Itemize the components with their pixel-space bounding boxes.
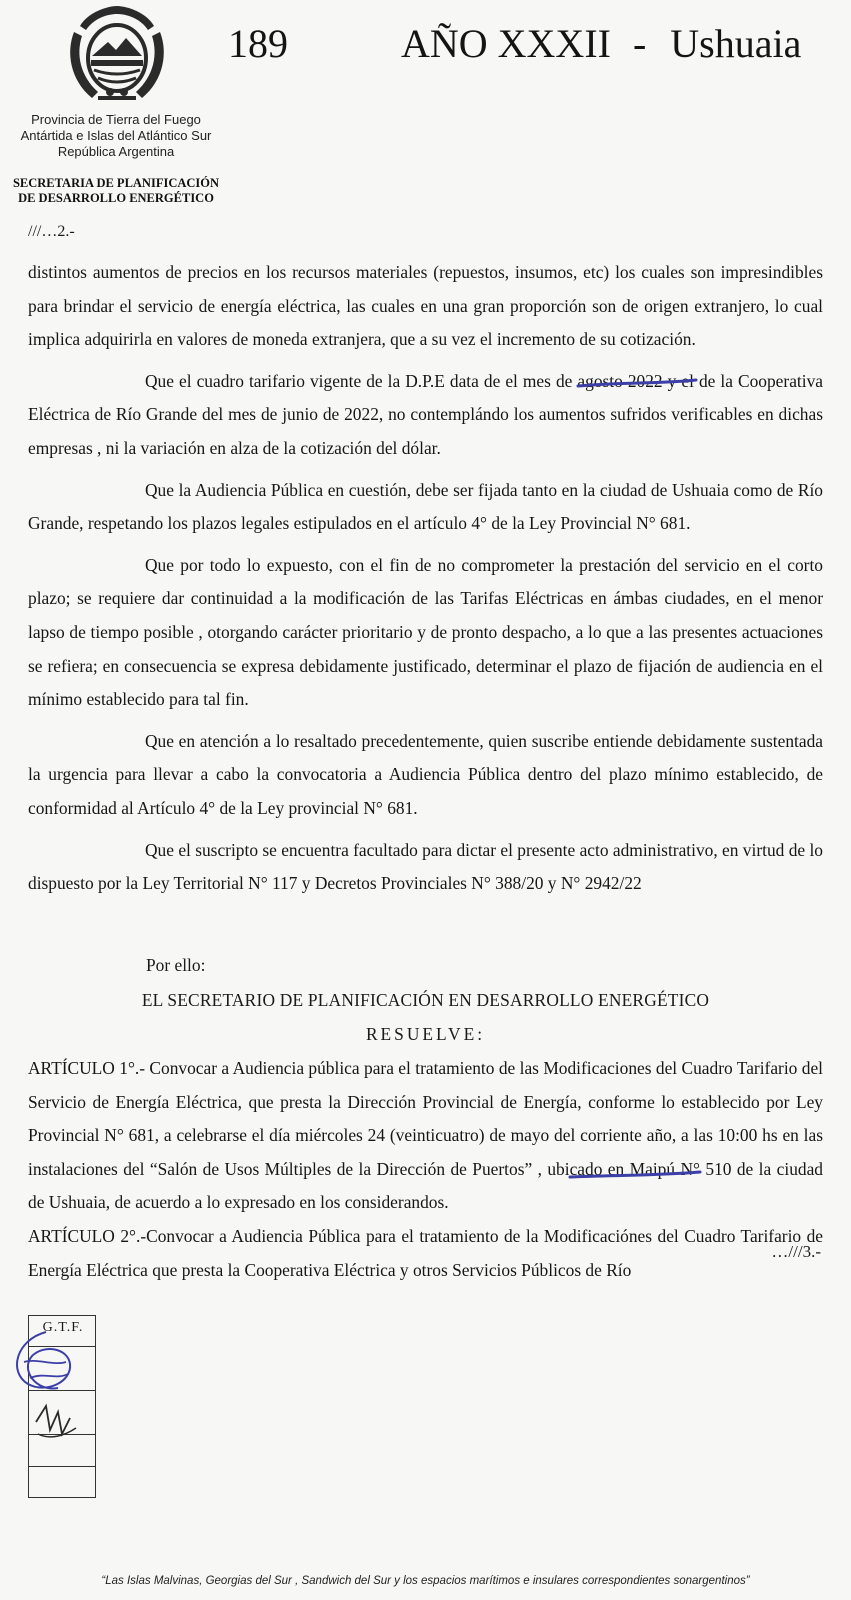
paragraph: Que el suscripto se encuentra facultado para dictar el presente acto administrativo, en virtud de lo dispuesto por la Ley Territorial N° 117 y Decretos Provinciales N° 388/20 y N° 2942/22 xyxy=(28,839,823,894)
article-2: ARTÍCULO 2°.-Convocar a Audiencia Pública para el tratamiento de la Modificaciónes del Cuadro Tarifario de Energía Eléctrica que presta la Cooperativa Eléctrica y otros Servicios Públicos de Río xyxy=(28,1225,823,1280)
secretaria-block xyxy=(0,176,232,206)
page-marker: ///…2.- xyxy=(28,223,75,240)
province-line-2: Antártida e Islas del Atlántico Sur xyxy=(20,128,212,143)
provincial-crest-icon xyxy=(58,2,176,110)
paragraph: Que el cuadro tarifario vigente de la D.P.E data de el mes de agosto 2022 y el de la Cooperativa Eléctrica de Río Grande del mes de junio de 2022, no contemplándo los aumentos sufridos verificables en dichas empresas , ni la variación en alza de la cotización del dólar. xyxy=(28,370,823,458)
secretaria-line-1: SECRETARIA DE PLANIFICACIÓN xyxy=(12,176,220,190)
document-header xyxy=(228,14,851,74)
article-1: ARTÍCULO 1°.- Convocar a Audiencia pública para el tratamiento de las Modificaciones del Cuadro Tarifario del Servicio de Energía Eléctrica, que presta la Dirección Provincial de Energía, conforme lo establecido por Ley Provincial N° 681, a celebrarse el día miércoles 24 (veinticuatro) de mayo del corriente año, a las 10:00 hs en las instalaciones del “Salón de Usos Múltiples de la Dirección de Puertos” , ubicado en Maipú N° 510 de la ciudad de Ushuaia, de acuerdo a lo expresado en los considerandos. xyxy=(28,1058,823,1213)
province-line-3: República Argentina xyxy=(57,144,175,159)
paragraph: Que la Audiencia Pública en cuestión, debe ser fijada tanto en la ciudad de Ushuaia como de Río Grande, respetando los plazos legales estipulados en el artículo 4° de la Ley Provincial N° 681. xyxy=(28,479,823,534)
continued-marker: …///3.- xyxy=(771,1242,821,1261)
por-ello: Por ello: xyxy=(146,955,206,975)
considerandos xyxy=(28,256,823,901)
handwritten-signature-icon xyxy=(6,1322,116,1462)
province-line-1: Provincia de Tierra del Fuego xyxy=(31,112,201,127)
resuelve-heading: RESUELVE: xyxy=(365,1024,486,1044)
initials-box-divider xyxy=(29,1466,95,1467)
paragraph: distintos aumentos de precios en los recursos materiales (repuestos, insumos, etc) los cuales son impresindibles para brindar el servicio de energía eléctrica, las cuales en una gran proporción son de origen extranjero, lo cual implica adquirirla en valores de moneda extranjera, que a su vez el incremento de su cotización. xyxy=(28,262,823,350)
header-city: Ushuaia xyxy=(670,21,802,66)
initials-label: G.T.F. xyxy=(42,1320,84,1335)
articles xyxy=(28,1052,823,1287)
year-label: AÑO XXXII xyxy=(401,21,611,66)
province-block xyxy=(0,112,232,160)
secretaria-line-2: DE DESARROLLO ENERGÉTICO xyxy=(18,191,214,205)
header-separator: - xyxy=(632,21,647,66)
secretario-title: EL SECRETARIO DE PLANIFICACIÓN EN DESARROLLO ENERGÉTICO xyxy=(141,990,710,1010)
paragraph: Que por todo lo expuesto, con el fin de no comprometer la prestación del servicio en el corto plazo; se requiere dar continuidad a la modificación de las Tarifas Eléctricas en ámbas ciudades, en el menor lapso de tiempo posible , otorgando carácter prioritario y de pronto despacho, a lo que a las presentes actuaciones se refiera; en consecuencia se expresa debidamente justificado, determinar el plazo de fijación de audiencia en el mínimo establecido para tal fin. xyxy=(28,554,823,710)
paragraph: Que en atención a lo resaltado precedentemente, quien suscribe entiende debidamente sustentada la urgencia para llevar a cabo la convocatoria a Audiencia Pública dentro del plazo mínimo establecido, de conformidad al Artículo 4° de la Ley provincial N° 681. xyxy=(28,730,823,818)
resolution-number: 189 xyxy=(228,21,288,66)
footer-motto: “Las Islas Malvinas, Georgias del Sur , Sandwich del Sur y los espacios marítimos e insulares correspondientes sonargentinos” xyxy=(101,1575,750,1587)
